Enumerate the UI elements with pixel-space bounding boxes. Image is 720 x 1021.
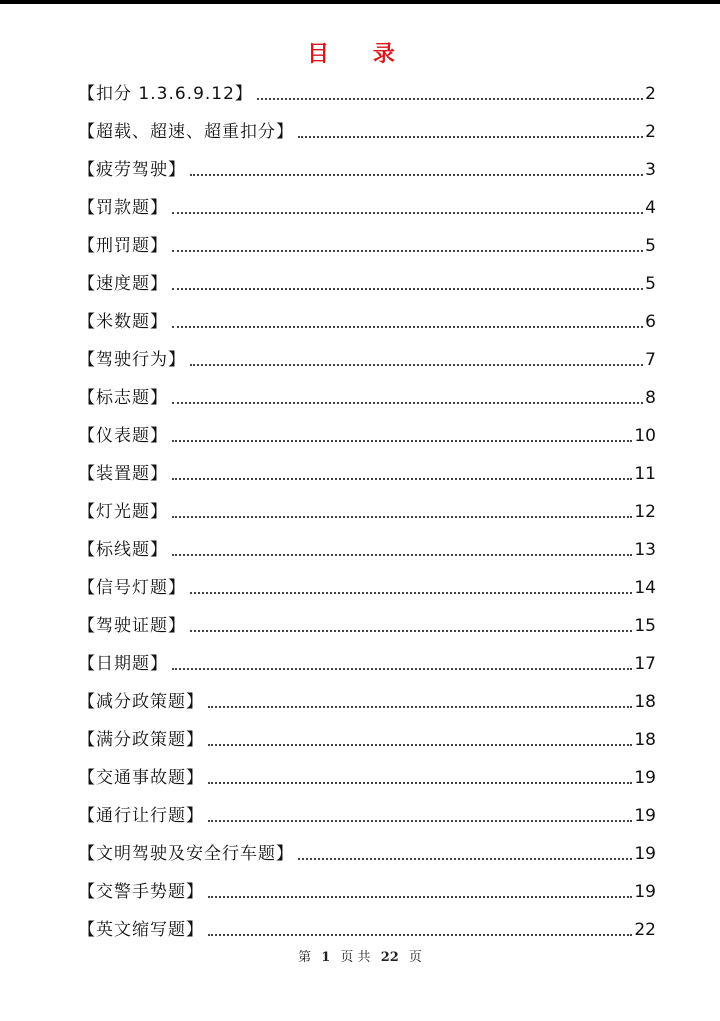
toc-entry-label: 【装置题】	[78, 464, 168, 484]
dot-leader	[172, 516, 632, 518]
toc-entry-label: 【刑罚题】	[78, 236, 168, 256]
toc-entry[interactable]	[78, 75, 656, 113]
toc-entry[interactable]	[78, 151, 656, 189]
top-edge-bar	[0, 0, 720, 4]
dot-leader	[208, 782, 632, 784]
footer-suffix: 页	[408, 950, 422, 965]
toc-entry[interactable]	[78, 721, 656, 759]
dot-leader	[172, 668, 632, 670]
toc-entry-label: 【日期题】	[78, 654, 168, 674]
toc-entry[interactable]	[78, 417, 656, 455]
toc-entry-page: 19	[634, 768, 656, 788]
toc-entry[interactable]	[78, 873, 656, 911]
toc-entry-page: 18	[634, 692, 656, 712]
footer-middle: 页 共	[340, 950, 371, 965]
toc-entry[interactable]	[78, 569, 656, 607]
dot-leader	[190, 364, 643, 366]
toc-entry-label: 【超载、超速、超重扣分】	[78, 122, 294, 142]
toc-entry-page: 22	[634, 920, 656, 940]
toc-entry-label: 【交警手势题】	[78, 882, 204, 902]
dot-leader	[257, 98, 643, 100]
toc-entry-label: 【交通事故题】	[78, 768, 204, 788]
toc-entry-label: 【驾驶行为】	[78, 350, 186, 370]
dot-leader	[172, 326, 643, 328]
footer-total-pages: 22	[380, 950, 399, 965]
toc-entry-page: 19	[634, 882, 656, 902]
toc-entry[interactable]	[78, 797, 656, 835]
toc-entry[interactable]	[78, 493, 656, 531]
dot-leader	[172, 402, 643, 404]
dot-leader	[190, 630, 632, 632]
toc-entry-page: 10	[634, 426, 656, 446]
dot-leader	[172, 554, 632, 556]
toc-entry[interactable]	[78, 455, 656, 493]
toc-entry[interactable]	[78, 265, 656, 303]
toc-entry-page: 15	[634, 616, 656, 636]
toc-entry[interactable]	[78, 759, 656, 797]
toc-entry[interactable]	[78, 227, 656, 265]
toc-entry-page: 19	[634, 844, 656, 864]
toc-entry-label: 【灯光题】	[78, 502, 168, 522]
toc-entry[interactable]	[78, 683, 656, 721]
dot-leader	[208, 934, 632, 936]
toc-entry-label: 【满分政策题】	[78, 730, 204, 750]
dot-leader	[208, 896, 632, 898]
toc-entry-page: 5	[645, 236, 656, 256]
toc-entry-page: 6	[645, 312, 656, 332]
dot-leader	[172, 288, 643, 290]
toc-entry[interactable]	[78, 189, 656, 227]
toc-entry-page: 17	[634, 654, 656, 674]
dot-leader	[208, 820, 632, 822]
toc-entry-page: 2	[645, 84, 656, 104]
toc-entry-page: 5	[645, 274, 656, 294]
toc-entry-label: 【文明驾驶及安全行车题】	[78, 844, 294, 864]
toc-entry[interactable]	[78, 835, 656, 873]
toc-entry-page: 13	[634, 540, 656, 560]
page-footer	[0, 948, 720, 968]
toc-entry[interactable]	[78, 303, 656, 341]
toc-entry-page: 4	[645, 198, 656, 218]
dot-leader	[172, 478, 632, 480]
toc-entry-page: 7	[645, 350, 656, 370]
toc-entry-label: 【通行让行题】	[78, 806, 204, 826]
toc-entry-label: 【仪表题】	[78, 426, 168, 446]
toc-entry-page: 19	[634, 806, 656, 826]
toc-entry-label: 【信号灯题】	[78, 578, 186, 598]
dot-leader	[208, 706, 632, 708]
dot-leader	[172, 212, 643, 214]
toc-entry[interactable]	[78, 113, 656, 151]
toc-entry-page: 11	[634, 464, 656, 484]
toc-entry-label: 【驾驶证题】	[78, 616, 186, 636]
toc-entry-page: 2	[645, 122, 656, 142]
dot-leader	[190, 174, 643, 176]
toc-entry-label: 【扣分 1.3.6.9.12】	[78, 84, 253, 104]
toc-entry-label: 【标志题】	[78, 388, 168, 408]
dot-leader	[172, 440, 632, 442]
footer-prefix: 第	[298, 950, 312, 965]
dot-leader	[172, 250, 643, 252]
toc-entry-label: 【英文缩写题】	[78, 920, 204, 940]
toc-entry-page: 8	[645, 388, 656, 408]
toc-entry-page: 14	[634, 578, 656, 598]
toc-entry-label: 【速度题】	[78, 274, 168, 294]
toc-entry[interactable]	[78, 531, 656, 569]
toc-entry-label: 【标线题】	[78, 540, 168, 560]
toc-entry-label: 【疲劳驾驶】	[78, 160, 186, 180]
toc-title: 目 录	[307, 42, 413, 67]
toc-entry-page: 12	[634, 502, 656, 522]
toc-entry[interactable]	[78, 645, 656, 683]
toc-entry-label: 【减分政策题】	[78, 692, 204, 712]
toc-entry-page: 18	[634, 730, 656, 750]
toc-entry-label: 【罚款题】	[78, 198, 168, 218]
dot-leader	[298, 858, 632, 860]
toc-entry-page: 3	[645, 160, 656, 180]
dot-leader	[208, 744, 632, 746]
dot-leader	[298, 136, 643, 138]
toc-entry-label: 【米数题】	[78, 312, 168, 332]
toc-entry[interactable]	[78, 379, 656, 417]
toc-entry[interactable]	[78, 911, 656, 949]
dot-leader	[190, 592, 632, 594]
toc-entry[interactable]	[78, 607, 656, 645]
footer-current-page: 1	[321, 950, 331, 965]
toc-entry[interactable]	[78, 341, 656, 379]
toc-list	[78, 75, 656, 949]
